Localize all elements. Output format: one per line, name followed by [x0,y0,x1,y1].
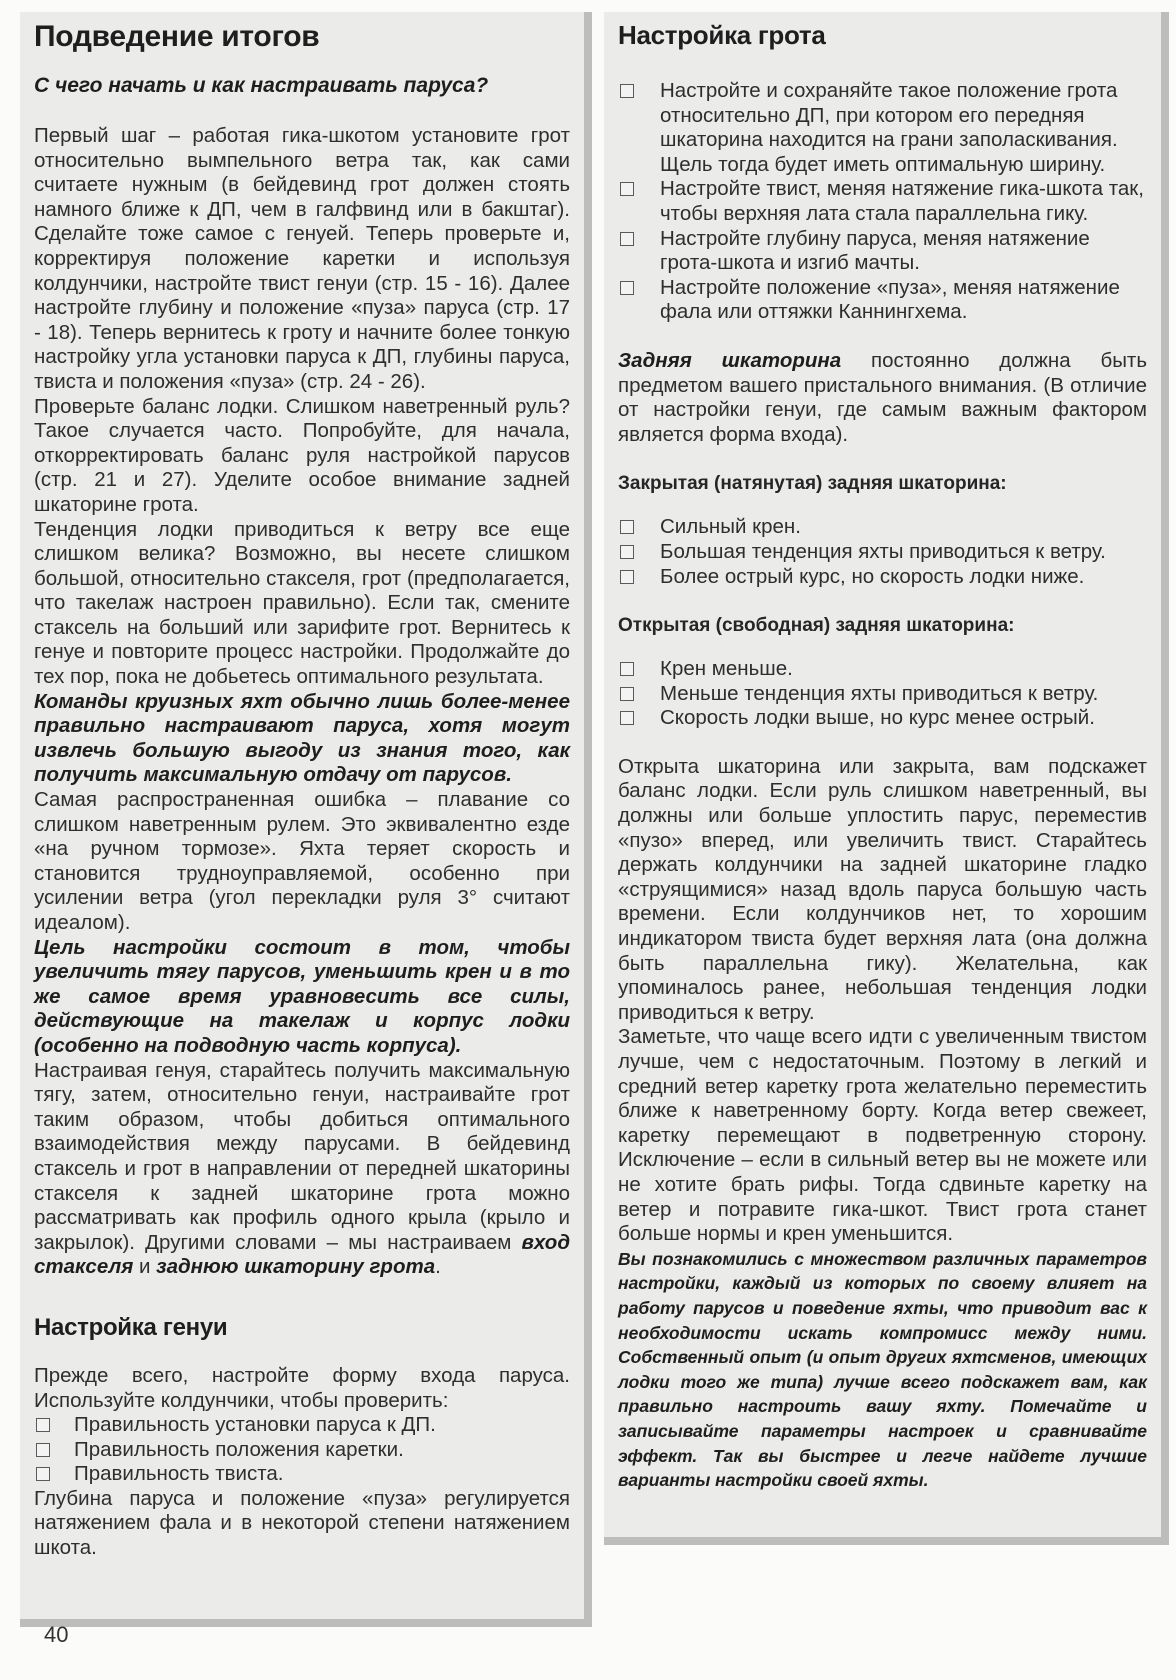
genoa-checklist [34,1413,570,1487]
checkbox-icon[interactable] [620,520,634,534]
checklist-item [34,1413,570,1438]
genoa-section-title: Настройка генуи [34,1313,228,1341]
checklist-item [34,1462,570,1487]
paragraph-leech-balance: Открыта шкаторина или закрыта, вам подскажет баланс лодки. Если руль слишком наветренный, вы должны или больше уплостить парус, переместив «пузо» вперед, или увеличить твист. Старайтесь держать колдунчики на задней шкаторине гладко «струящимися» назад вдоль паруса большую часть времени. Если колдунчиков нет, то хорошим индикатором твиста будет верхняя лата (она должна быть параллельна гику). Желательна, как упоминалось ранее, небольшая тенденция лодки приводиться к ветру. [618,754,1147,1024]
checklist-item-label: Настройте твист, меняя натяжение гика-шкота так, чтобы верхняя лата стала параллельна гику. [660,177,1144,225]
checkbox-icon[interactable] [620,281,634,295]
checklist-item [618,540,1147,565]
checklist-item-label: Правильность положения каретки. [74,1437,404,1461]
bold-jib-entry: вход стакселя [34,1230,570,1279]
checkbox-icon[interactable] [620,545,634,559]
page-title: Подведение итогов [34,20,320,53]
checklist-item-label: Настройте и сохраняйте такое положение грота относительно ДП, при котором его передняя шкаторина находится на грани заполаскивания. Щель тогда будет иметь оптимальную ширину. [660,79,1118,176]
emphasis-cruising-crews: Команды круизных яхт обычно лишь более-менее правильно настраивают паруса, хотя могут извлечь большую выгоду из знания того, как получить максимальную отдачу от парусов. [34,689,570,787]
checkbox-icon[interactable] [36,1443,50,1457]
bold-main-leech: заднюю шкаторину грота [156,1255,436,1279]
checklist-item-label: Меньше тенденция яхты приводиться к ветру. [660,681,1099,705]
checkbox-icon[interactable] [620,662,634,676]
leech-paragraph [618,349,1147,447]
checklist-item-label: Более острый курс, но скорость лодки ниже. [660,564,1085,588]
checklist-item-label: Сильный крен. [660,515,801,539]
checkbox-icon[interactable] [620,182,634,196]
checklist-item [618,657,1147,682]
leech-text: постоянно должна быть предметом вашего пристального внимания. (В отличие от настройки генуи, где самым важным фактором является форма входа). [618,348,1147,446]
checkbox-icon[interactable] [620,687,634,701]
page-number: 40 [44,1622,69,1647]
conjunction: и [133,1255,157,1279]
checklist-item [618,515,1147,540]
checkbox-icon[interactable] [36,1467,50,1481]
checklist-item [618,227,1147,276]
right-column-panel [604,12,1169,1545]
mainsail-checklist [618,79,1147,325]
closed-leech-title: Закрытая (натянутая) задняя шкаторина: [618,473,1007,495]
paragraph-first-step: Первый шаг – работая гика-шкотом установите грот относительно вымпельного ветра так, как сами считаете нужным (в бейдевинд грот должен стоять намного ближе к ДП, чем в галфвинд или в бакштаг). Сделайте тоже самое с генуей. Теперь проверьте и, корректируя положение каретки и используя колдунчики, настройте твист генуи (стр. 15 - 16). Далее настройте глубину и положение «пуза» паруса (стр. 17 - 18). Теперь вернитесь к гроту и начните более тонкую настройку угла установки паруса к ДП, глубины паруса, твиста и положения «пуза» (стр. 24 - 26). [34,124,570,393]
checklist-item-label: Крен меньше. [660,657,793,681]
paragraph-genoa-main-interaction [34,1059,570,1280]
checklist-item [618,682,1147,707]
checklist-item [618,276,1147,325]
period: . [435,1255,441,1279]
genoa-intro: Прежде всего, настройте форму входа паруса. Используйте колдунчики, чтобы проверить: [34,1363,570,1412]
conclusion-paragraph: Вы познакомились с множеством различных параметров настройки, каждый из которых по своему влияет на работу парусов и поведение яхты, что приводит вас к необходимости искать компромисс между ними. Собственный опыт (и опыт других яхтсменов, имеющих лодки того же типа) лучше всего подскажет вам, как правильно настроить вашу яхту. Помечайте и записывайте параметры настроек и сравнивайте эффект. Так вы быстрее и легче найдете лучшие варианты настройки своей яхты. [618,1248,1147,1491]
checkbox-icon[interactable] [36,1418,50,1432]
bold-leech: Задняя шкаторина [618,348,842,372]
checkbox-icon[interactable] [620,711,634,725]
checkbox-icon[interactable] [620,570,634,584]
paragraph-weather-helm: Тенденция лодки приводиться к ветру все еще слишком велика? Возможно, вы несете слишком большой, относительно стакселя, грот (предполагается, что такелаж настроен правильно). Если так, смените стаксель на больший или зарифите грот. Вернитесь к генуе и повторите процесс настройки. Продолжайте до тех пор, пока не добьетесь оптимального результата. [34,517,570,689]
checkbox-icon[interactable] [620,84,634,98]
checkbox-icon[interactable] [620,232,634,246]
emphasis-tuning-goal: Цель настройки состоит в том, чтобы увеличить тягу парусов, уменьшить крен и в то же самое время уравновесить все силы, действующие на такелаж и корпус лодки (особенно на подводную часть корпуса). [34,935,570,1057]
checklist-item [618,79,1147,177]
checklist-item-label: Правильность установки паруса к ДП. [74,1413,436,1437]
left-column-panel [20,12,592,1627]
mainsail-section-title: Настройка грота [618,20,826,50]
open-leech-title: Открытая (свободная) задняя шкаторина: [618,615,1015,637]
paragraph-twist-advice: Заметьте, что чаще всего идти с увеличенным твистом лучше, чем с недостаточным. Поэтому в легкий и средний ветер каретку грота желательно переместить ближе к наветренному борту. Когда ветер свежеет, каретку перемещают в подветренную сторону. Исключение – если в сильный ветер вы не можете или не хотите брать рифы. Тогда сдвиньте каретку на ветер и потравите гика-шкот. Твист грота станет больше нормы и крен уменьшится. [618,1025,1147,1246]
paragraph-common-mistake: Самая распространенная ошибка – плавание со слишком наветренным рулем. Это эквивалентно езде «на ручном тормозе». Яхта теряет скорость и становится трудноуправляемой, особенно при усилении ветра (угол перекладки руля 3° считают идеалом). [34,788,570,934]
checklist-item [34,1438,570,1463]
checklist-item-label: Скорость лодки выше, но курс менее острый. [660,706,1095,730]
closed-leech-checklist [618,515,1147,589]
checklist-item [618,706,1147,731]
checklist-item [618,565,1147,590]
checklist-item-label: Большая тенденция яхты приводиться к ветру. [660,539,1106,563]
subtitle-how-to-start: С чего начать и как настраивать паруса? [34,74,489,97]
genoa-outro: Глубина паруса и положение «пуза» регулируется натяжением фала и в некоторой степени натяжением шкота. [34,1486,570,1560]
checklist-item-label: Настройте положение «пуза», меняя натяжение фала или оттяжки Каннингхема. [660,275,1120,324]
checklist-item-label: Настройте глубину паруса, меняя натяжение грота-шкота и изгиб мачты. [660,226,1090,275]
checklist-item-label: Правильность твиста. [74,1462,284,1486]
paragraph-check-balance: Проверьте баланс лодки. Слишком наветренный руль? Такое случается часто. Попробуйте, для начала, откорректировать баланс руля настройкой парусов (стр. 21 и 27). Уделите особое внимание задней шкаторине грота. [34,394,570,516]
checklist-item [618,177,1147,226]
open-leech-checklist [618,657,1147,731]
paragraph-genoa-main-text: Настраивая генуя, старайтесь получить максимальную тягу, затем, относительно генуи, настраивайте грот таким образом, чтобы добиться оптимального взаимодействия между парусами. В бейдевинд стаксель и грот в направлении от передней шкаторины стакселя к задней шкаторине грота можно рассматривать как профиль одного крыла (крыло и закрылок). Другими словами – мы настраиваем [34,1058,570,1254]
